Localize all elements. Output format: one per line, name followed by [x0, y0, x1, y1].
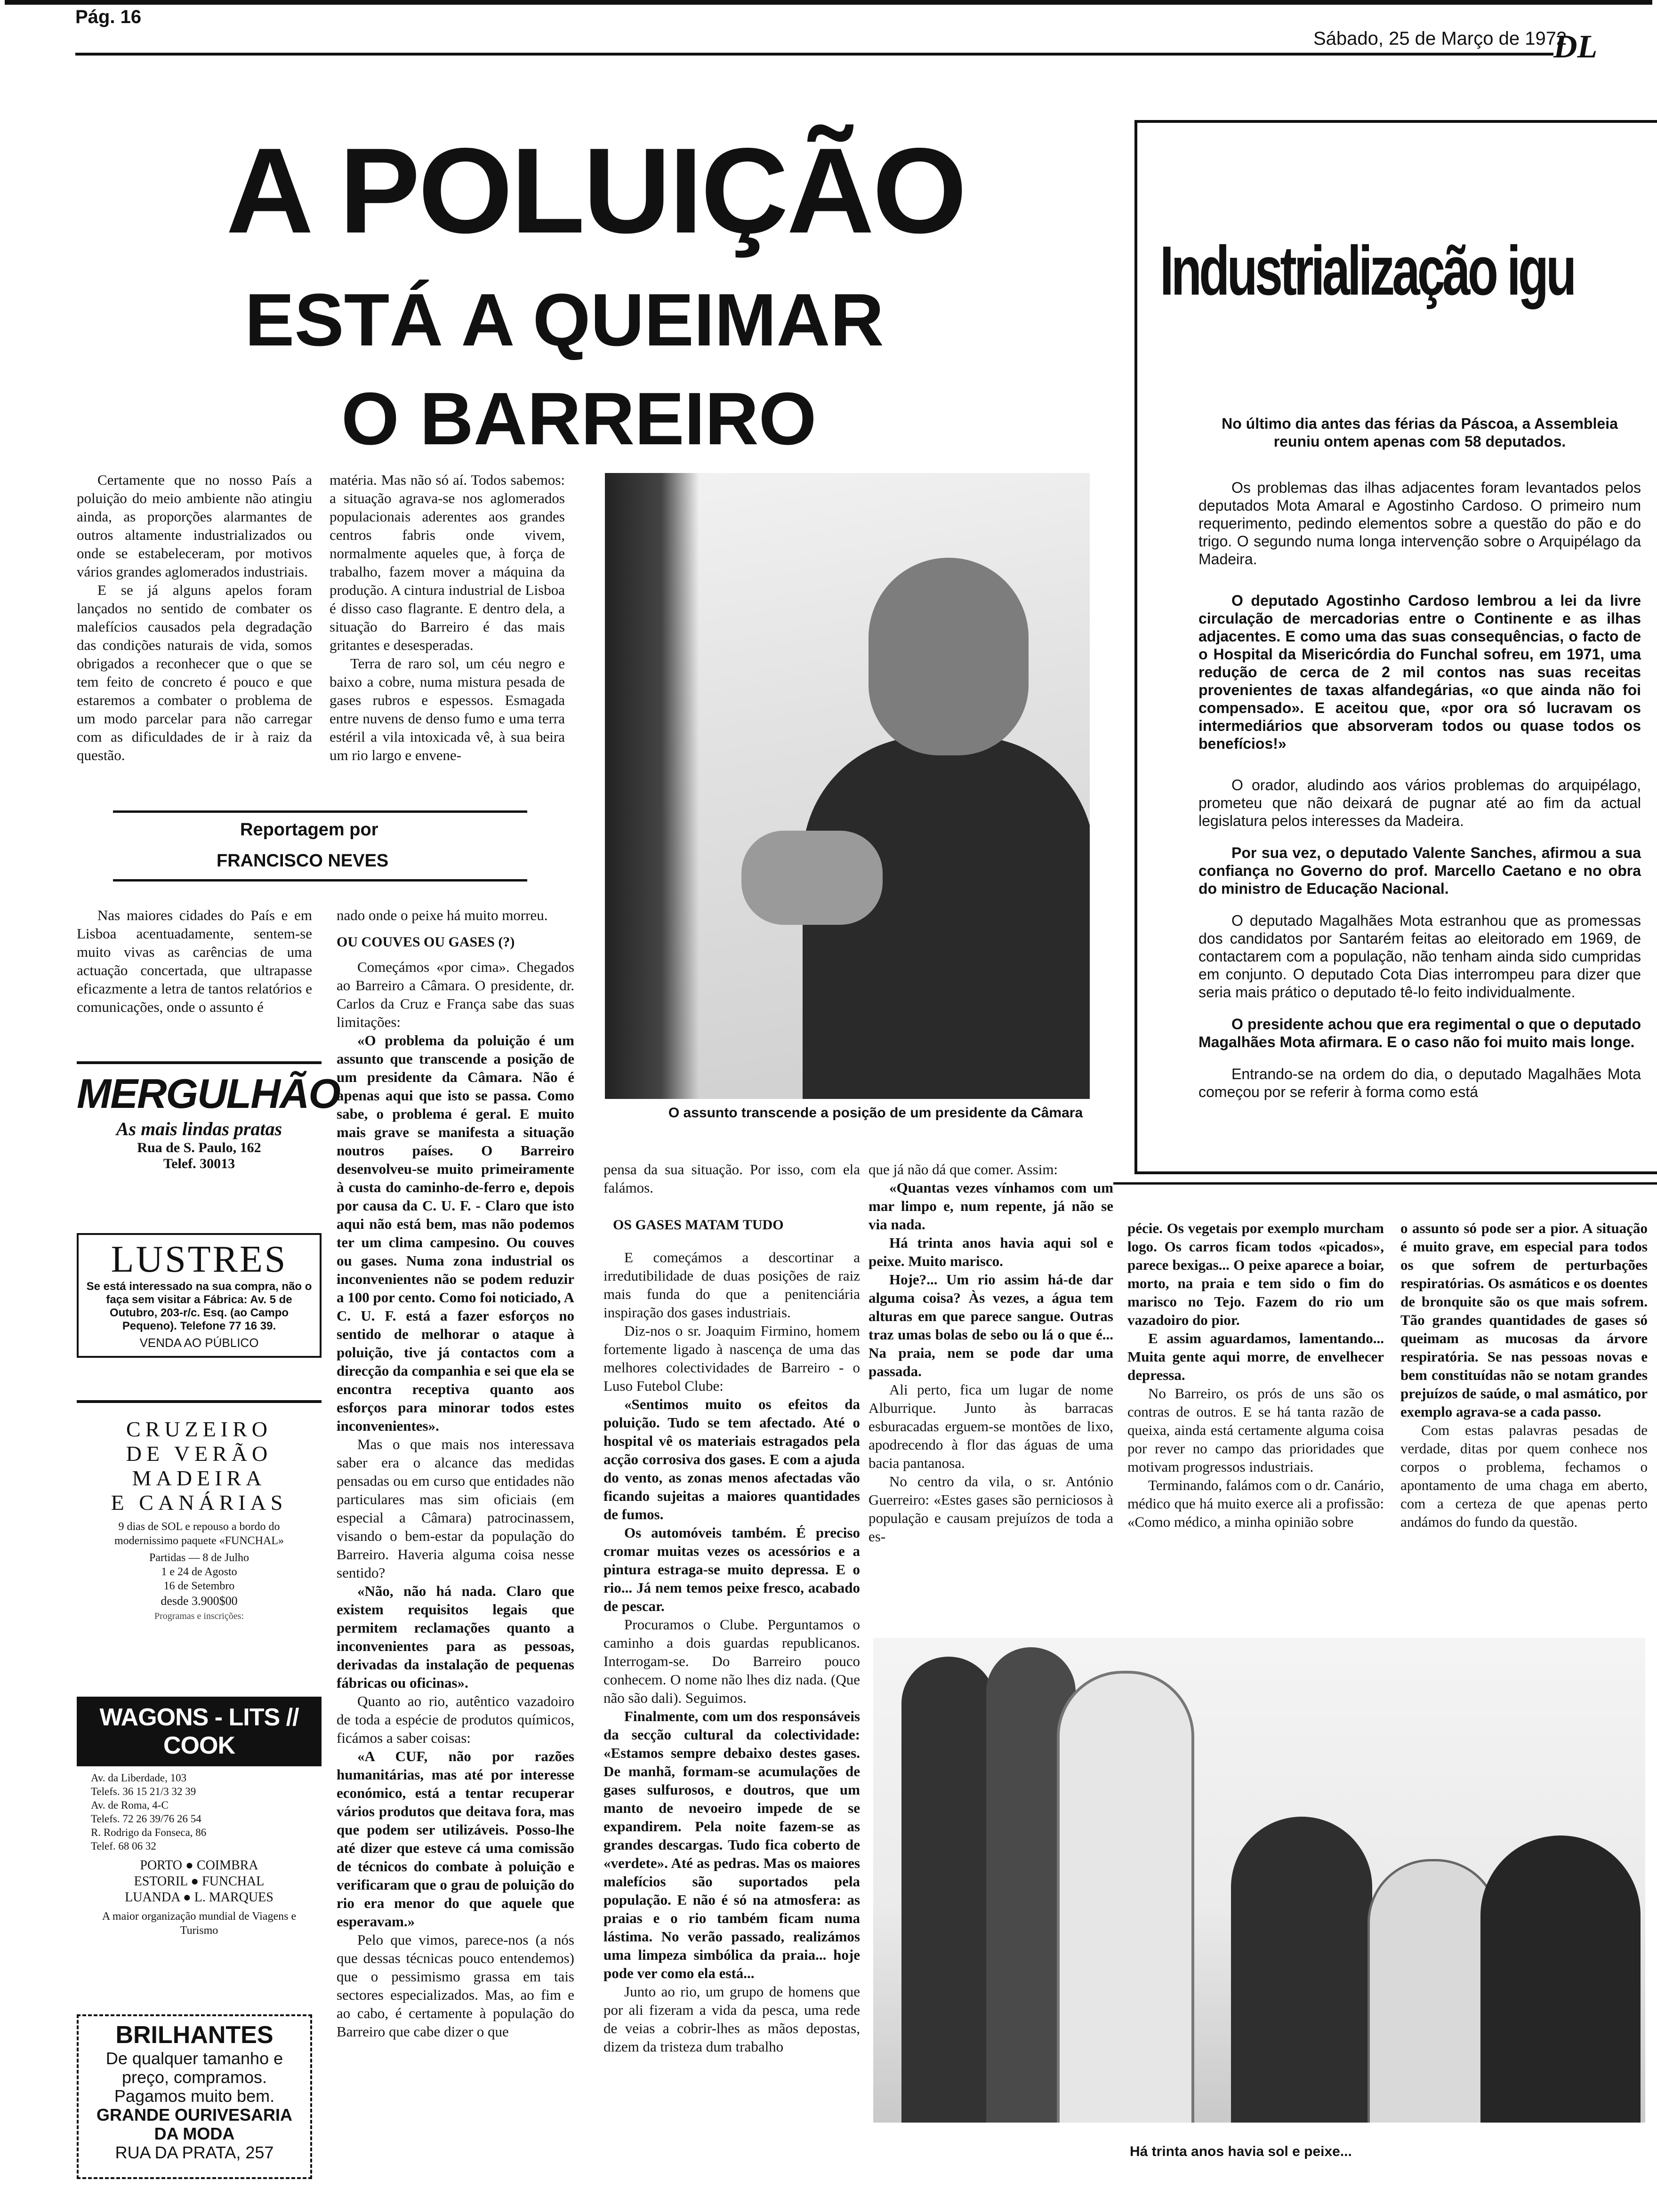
- sidebar-box: [1134, 120, 1657, 1174]
- ad-tagline: As mais lindas pratas: [116, 1118, 282, 1139]
- ad-text: Av. de Roma, 4-C: [91, 1799, 169, 1811]
- page-number: Pág. 16: [75, 7, 142, 27]
- quote-paragraph: «Quantas vezes vínhamos com um mar limpo e, num repente, já não se via nada.: [869, 1179, 1113, 1233]
- paragraph: O deputado Magalhães Mota estranhou que as promessas dos candidatos por Santarém feitas ao eleitorado em 1969, de contactarem com a população, não tenham ainda sido cumpridas em conjunto. O deputado Cota Dias interrompeu para dizer que seria mais prático o deputado tê-lo feito individualmente.: [1199, 912, 1641, 1001]
- paragraph: Nas maiores cidades do País e em Lisboa acentuadamente, sentem-se muito vivas as carências de uma actuação concertada, que ultrapasse eficazmente a letra de tantos relatórios e comunicações, onde o assunto é: [77, 907, 312, 1015]
- ad-address: Rua de S. Paulo, 162: [137, 1140, 261, 1155]
- column-5: [1127, 1219, 1384, 1531]
- paragraph: E começámos a descortinar a irredutibilidade de duas posições de raiz mais funda do que a penitenciária inspiração dos gases industriais.: [603, 1249, 860, 1321]
- paragraph: No Barreiro, os prós de uns são os contras de outros. E se há tanta razão de queixa, ainda está certamente alguma coisa por rever no campo das prioridades que motivam progressos industriais.: [1127, 1385, 1384, 1475]
- paragraph: Ali perto, fica um lugar de nome Alburrique. Junto às barracas esburacadas erguem-se montões de lixo, apodrecendo à flor das águas de uma bacia pantanosa.: [869, 1381, 1113, 1471]
- ad-rule: [77, 1061, 322, 1064]
- ad-text: RUA DA PRATA, 257: [115, 2143, 274, 2162]
- quote-paragraph: «Não, não há nada. Claro que existem requisitos legais que permitem reclamações quanto a inconvenientes para as pessoas, derivadas da instalação de pequenas fábricas ou oficinas».: [337, 1583, 574, 1691]
- paragraph: O orador, aludindo aos vários problemas do arquipélago, prometeu que não deixará de pugnar até ao fim da actual legislatura pelos interesses da Madeira.: [1199, 777, 1641, 829]
- section-rule: [1113, 1182, 1657, 1185]
- paragraph: Diz-nos o sr. Joaquim Firmino, homem fortemente ligado à nascença de uma das melhores colectividades de Barreiro - o Luso Futebol Clube:: [603, 1322, 860, 1394]
- byline-label: Reportagem por: [240, 820, 378, 840]
- paragraph: nado onde o peixe há muito morreu.: [337, 907, 548, 923]
- ad-addresses: [77, 1766, 322, 1858]
- ad-text: 9 dias de SOL e repouso a bordo do modernissimo paquete «FUNCHAL»: [114, 1521, 284, 1547]
- ad-text: A maior organização mundial de Viagens e Turismo: [102, 1910, 297, 1937]
- photo-caption-2: Há trinta anos havia sol e peixe...: [1130, 2144, 1352, 2159]
- photo-person: [1367, 1859, 1499, 2123]
- ad-text: Programas e inscrições:: [154, 1611, 244, 1621]
- ad-text: Telef. 68 06 32: [91, 1840, 156, 1852]
- quote-paragraph: «A CUF, não por razões humanitárias, mas até por interesse económico, está a tentar recuperar vários produtos que deitava fora, mas que podem ser utilizáveis. Posso-lhe até dizer que esteve cá uma comissão de técnicos do combate à poluição e verificaram que o grau de poluição do rio era menor do que aquele que esperavam.»: [337, 1748, 574, 1930]
- quote-paragraph: Hoje?... Um rio assim há-de dar alguma coisa? Às vezes, a água tem alturas em que parece sangue. Outras traz umas bolas de sebo ou lá o que é... Na praia, nem se pode dar uma passada.: [869, 1271, 1113, 1379]
- issue-date: Sábado, 25 de Março de 1972: [1313, 28, 1567, 49]
- column-2-intro: [330, 471, 565, 764]
- subheading: OS GASES MATAM TUDO: [613, 1217, 784, 1233]
- photo-caption-1: O assunto transcende a posição de um presidente da Câmara: [668, 1105, 1083, 1121]
- bold-paragraph: O presidente achou que era regimental o que o deputado Magalhães Mota afirmara. E o caso não foi muito mais longe.: [1199, 1016, 1641, 1050]
- paragraph: Entrando-se na ordem do dia, o deputado Magalhães Mota começou por se referir à forma como está: [1199, 1066, 1641, 1100]
- paragraph: Com estas palavras pesadas de verdade, ditas por quem conhece nos corpos o problema, fechamos o apontamento de uma chaga em aberto, com a certeza de que apenas perto andámos do fundo da questão.: [1400, 1422, 1648, 1530]
- bold-paragraph: Por sua vez, o deputado Valente Sanches, afirmou a sua confiança no Governo do prof. Marcello Caetano e no obra do ministro de Educação Nacional.: [1199, 844, 1641, 897]
- quote-paragraph: E assim aguardamos, lamentando... Muita gente aqui morre, de envelhecer depressa.: [1127, 1330, 1384, 1383]
- paragraph: Pelo que vimos, parece-nos (a nós que dessas técnicas pouco entendemos) que o pessimismo grassa em tais sectores especializados. Mas, ao fim e ao cabo, é certamente à população do Barreiro que cabe dizer o que: [337, 1931, 574, 2040]
- ad-text: Telefs. 36 15 21/3 32 39: [91, 1786, 196, 1797]
- ad-title: E CANÁRIAS: [111, 1491, 288, 1515]
- paragraph: Procuramos o Clube. Perguntamos o caminho a dois guardas republicanos. Interrogam-se. Do Barreiro pouco conhecem. O nome não lhes diz nada. (Que não são dali). Seguimos.: [603, 1616, 860, 1706]
- ad-title: CRUZEIRO: [126, 1417, 272, 1441]
- ad-cruzeiro: [77, 1400, 322, 1692]
- ad-price: desde 3.900$00: [161, 1594, 238, 1608]
- paragraph: Certamente que no nosso País a poluição do meio ambiente não atingiu ainda, as proporções alarmantes de outros altamente industrializados ou onde se estabeleceram, por motivos vários grandes aglomerados industriais.: [77, 472, 312, 580]
- ad-phone: Telef. 30013: [163, 1156, 235, 1171]
- photo-person: [1231, 1817, 1372, 2123]
- sidebar-body: [1199, 415, 1641, 1115]
- photo-head: [869, 558, 1029, 755]
- sidebar-title: Industrialização igu: [1160, 232, 1574, 310]
- ad-text: De qualquer tamanho e preço, compramos. Pagamos muito bem.: [105, 2049, 283, 2106]
- ad-text: Partidas — 8 de Julho: [149, 1552, 249, 1564]
- paragraph: Terra de raro sol, um céu negro e baixo a cobre, numa mistura pesada de gases rubros e espessos. Esmagada entre nuvens de denso fumo e uma terra estéril a vila intoxicada vê, à sua beira um rio largo e envene-: [330, 655, 565, 763]
- paragraph: Terminando, falámos com o dr. Canário, médico que há muito exerce ali a profissão: «Como médico, a minha opinião sobre: [1127, 1477, 1384, 1530]
- quote-paragraph: Há trinta anos havia aqui sol e peixe. Muito marisco.: [869, 1234, 1113, 1269]
- paragraph: Junto ao rio, um grupo de homens que por ali fizeram a vida da pesca, uma rede de veias a cobrir-lhes as mãos depostas, dizem da tristeza dum trabalho: [603, 1983, 860, 2055]
- ad-text: Av. da Liberdade, 103: [91, 1772, 187, 1784]
- paragraph: E se já alguns apelos foram lançados no sentido de combater os malefícios causados pela degradação das condições naturais de vida, somos obrigados a reconhecer que o que se tem feito de concreto é pouco e que estaremos a combater o problema de um modo parcelar para não carregar com as dificuldades de ir à raiz da questão.: [77, 582, 312, 763]
- ad-banner: WAGONS - LITS // COOK: [77, 1697, 322, 1766]
- paragraph: Os problemas das ilhas adjacentes foram levantados pelos deputados Mota Amaral e Agostinho Cardoso. O primeiro num requerimento, pedindo elementos sobre a questão do pão e do trigo. O segundo numa longa intervenção sobre o Arquipélago da Madeira.: [1199, 479, 1641, 568]
- newspaper-logo: DL: [1553, 29, 1598, 65]
- quote-paragraph: «Sentimos muito os efeitos da poluição. Tudo se tem afectado. Até o hospital vê os materiais estragados pela acção corrosiva dos gases. E com a ajuda do vento, as zonas menos afectadas vão ficando sujeitas a maiores quantidades de fumos.: [603, 1396, 860, 1523]
- column-2-lower: [337, 906, 574, 2041]
- paragraph: matéria. Mas não só aí. Todos sabemos: a situação agrava-se nos aglomerados populacionais aderentes aos grandes centros fabris onde vivem, normalmente aqueles que, à força de trabalho, fazem mover a máquina da produção. A cintura industrial de Lisboa é disso caso flagrante. E dentro dela, a situação do Barreiro é das mais gritantes e desesperadas.: [330, 472, 565, 653]
- ad-cities: LUANDA ● L. MARQUES: [125, 1890, 273, 1905]
- photo-mayor: [605, 473, 1090, 1099]
- photo-fishermen: [873, 1638, 1645, 2123]
- headline-line-2: ESTÁ A QUEIMAR: [245, 279, 884, 361]
- ad-lustres: [77, 1233, 322, 1358]
- ad-text: R. Rodrigo da Fonseca, 86: [91, 1827, 207, 1838]
- ad-brand: LUSTRES: [111, 1239, 288, 1280]
- column-3: [603, 1160, 860, 2056]
- ad-text: VENDA AO PÚBLICO: [139, 1336, 259, 1350]
- ad-wagons-lits: [77, 1697, 322, 1970]
- ad-text: 1 e 24 de Agosto: [161, 1566, 237, 1578]
- byline-author: FRANCISCO NEVES: [217, 851, 389, 871]
- sidebar-intro: No último dia antes das férias da Páscoa, a Assembleia reuniu ontem apenas com 58 deputados.: [1222, 415, 1618, 450]
- headline-line-3: O BARREIRO: [341, 377, 817, 460]
- paragraph: que já não dá que comer. Assim:: [869, 1161, 1058, 1178]
- ad-cities: ESTORIL ● FUNCHAL: [134, 1874, 265, 1889]
- photo-shadow-left: [605, 473, 699, 1099]
- photo-person: [901, 1657, 996, 2123]
- photo-person: [1057, 1671, 1194, 2123]
- photo-hand: [741, 831, 883, 925]
- ad-title: DE VERÃO: [126, 1442, 273, 1466]
- column-6: [1400, 1219, 1648, 1531]
- ad-text: GRANDE OURIVESARIA DA MODA: [96, 2105, 293, 2143]
- ad-mergulhao: [77, 1061, 340, 1184]
- paragraph: pensa da sua situação. Por isso, com ela falámos.: [603, 1161, 860, 1196]
- column-4: [869, 1160, 1113, 1546]
- quote-paragraph: Finalmente, com um dos responsáveis da secção cultural da colectividade: «Estamos sempre debaixo destes gases. De manhã, formam-se acumulações de gases sulfurosos, e doutros, que um manto de nevoeiro impede de se expandirem. Pela noite fazem-se as grandes descargas. Tudo fica coberto de «verdete». Até as pedras. Mas os maiores malefícios são suportados pela população. E não é só na atmosfera: as praias e o rio também ficam numa lástima. No verão passado, realizámos uma limpeza simbólica da praia... hoje pode ver como ela está...: [603, 1708, 860, 1981]
- ad-title: MADEIRA: [132, 1466, 266, 1490]
- headline-line-1: A POLUIÇÃO: [226, 122, 965, 258]
- byline-rule-bottom: [113, 879, 527, 882]
- paragraph: Mas o que mais nos interessava saber era o alcance das medidas pensadas ou em curso que entidades não particulares mas sim oficiais (em especial a Câmara) patrocinassem, visando o bem-estar da população do Barreiro. Haveria alguma coisa nesse sentido?: [337, 1436, 574, 1581]
- photo-person: [1480, 1835, 1641, 2123]
- ad-text: 16 de Setembro: [163, 1580, 235, 1592]
- bold-paragraph: O deputado Agostinho Cardoso lembrou a lei da livre circulação de mercadorias entre o Continente e as ilhas adjacentes. E como uma das suas consequências, o facto de o Hospital da Misericórdia do Funchal sofreu, em 1971, uma redução de cerca de 2 mil contos nas suas receitas provenientes de taxas alfandegárias, «o que ainda não foi compensado». E aceitou que, «por ora só lucravam os intermediários que absorveram todos ou quase todos os benefícios!»: [1199, 592, 1641, 752]
- ad-brilhantes: [77, 2014, 312, 2179]
- paragraph: Começámos «por cima». Chegados ao Barreiro a Câmara. O presidente, dr. Carlos da Cruz e França sabe das suas limitações:: [337, 959, 574, 1030]
- paragraph: Quanto ao rio, autêntico vazadoiro de toda a espécie de produtos químicos, ficámos a saber coisas:: [337, 1693, 574, 1746]
- column-1-intro: [77, 471, 312, 764]
- paragraph: No centro da vila, o sr. António Guerreiro: «Estes gases são perniciosos à população e causam prejuízos de toda a es-: [869, 1473, 1113, 1545]
- quote-paragraph: o assunto só pode ser a pior. A situação é muito grave, em especial para todos os que sofrem de perturbações respiratórias. Os asmáticos e os doentes de bronquite são os que mais sofrem. Tão grandes quantidades de gases só queimam as mucosas da árvore respiratória. Se nas pessoas novas e bem constituídas não se notam grandes prejuízos de saúde, o mal asmático, por exemplo agrava-se a cada passo.: [1400, 1220, 1648, 1420]
- quote-paragraph: pécie. Os vegetais por exemplo murcham logo. Os carros ficam todos «picados», parece bexigas... O peixe aparece a boiar, morto, na praia e tem sido o fim do marisco no Tejo. Fazem do rio um vazadoiro do pior.: [1127, 1220, 1384, 1328]
- byline-rule-top: [113, 810, 527, 813]
- ad-text: Se está interessado na sua compra, não o faça sem visitar a Fábrica: Av. 5 de Outubro, 203-r/c. Esq. (ao Campo Pequeno). Telefone 77 16 39.: [86, 1280, 312, 1332]
- subheading: OU COUVES OU GASES (?): [337, 934, 515, 950]
- quote-paragraph: Os automóveis também. É preciso cromar muitas vezes os acessórios e a pintura estraga-se muito depressa. E o rio... Já nem temos peixe fresco, acabado de pescar.: [603, 1524, 860, 1614]
- header-rule: [75, 53, 1553, 56]
- top-border: [5, 0, 1652, 5]
- ad-brand: BRILHANTES: [115, 2021, 273, 2049]
- ad-text: Telefs. 72 26 39/76 26 54: [91, 1813, 201, 1825]
- ad-brand: MERGULHÃO: [77, 1070, 340, 1117]
- column-1-lower: [77, 906, 312, 1016]
- quote-paragraph: «O problema da poluição é um assunto que transcende a posição de um presidente da Câmara. Não é apenas aqui que isto se passa. Como sabe, o problema é geral. E muito mais grave se manifesta a situação noutros países. O Barreiro desenvolveu-se muito primeiramente à custa do caminho-de-ferro e, depois por causa da C. U. F. - Claro que isto aqui não está bem, mas não podemos ter um clima campesino. Ou couves ou gases. Numa zona industrial os inconvenientes não se podem reduzir a 100 por cento. Como foi noticiado, A C. U. F. está a fazer esforços no sentido de melhorar o ataque à poluição, tive já contactos com a direcção da companhia e sei que ela se encontra receptiva quanto aos esforços para minorar todos estes inconvenientes».: [337, 1032, 574, 1434]
- ad-cities: PORTO ● COIMBRA: [140, 1858, 258, 1873]
